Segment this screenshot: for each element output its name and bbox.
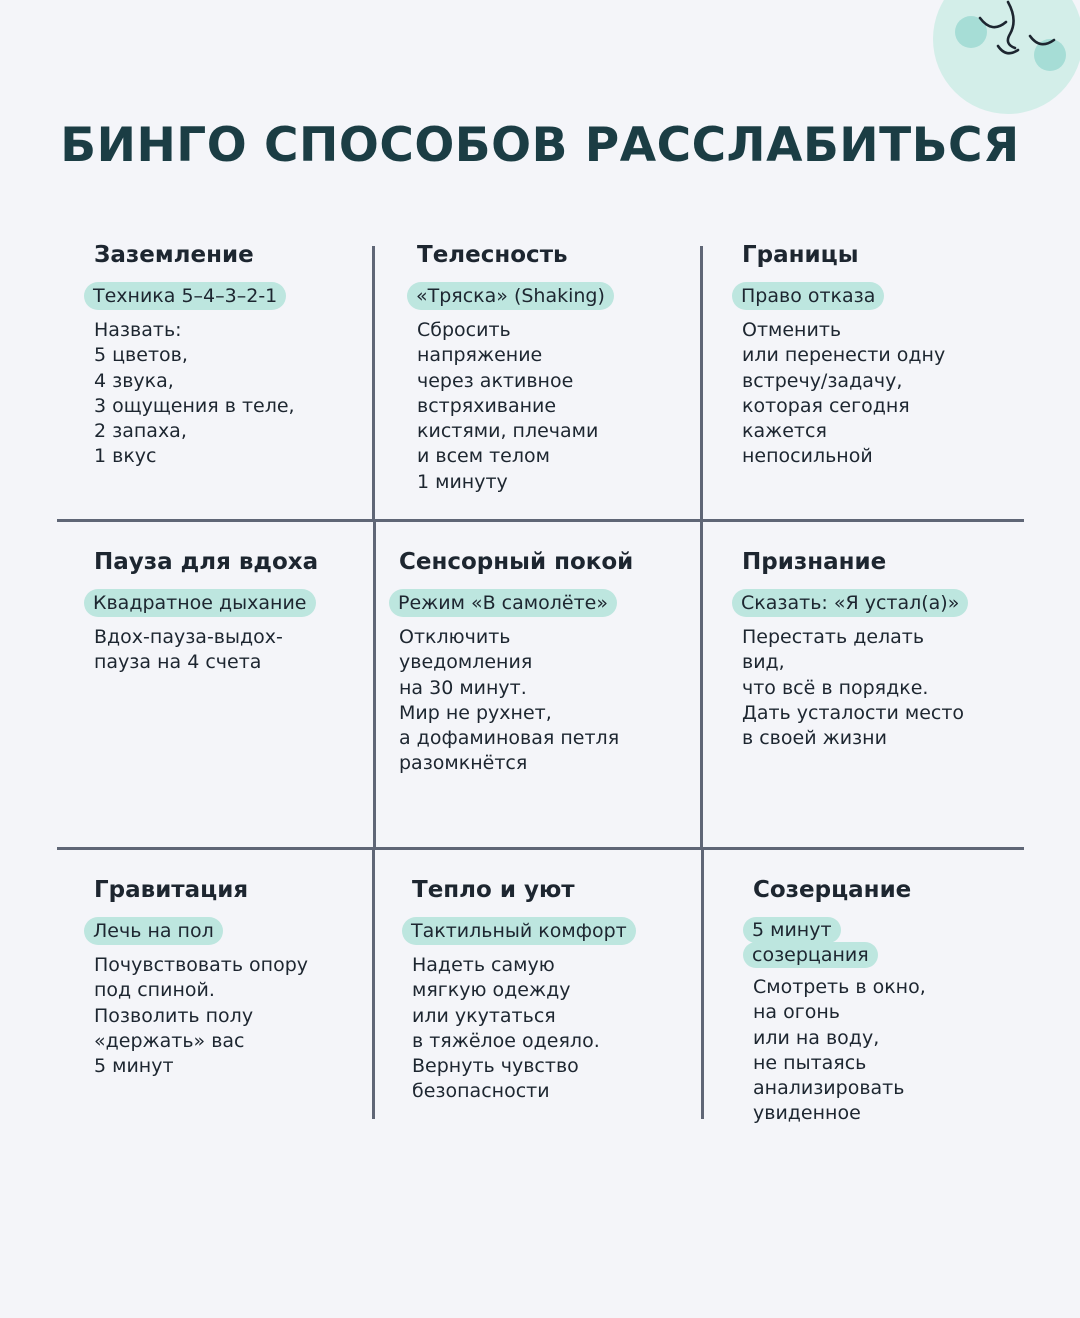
grid-divider-vertical	[700, 522, 703, 848]
cell-title: Границы	[742, 242, 859, 268]
cell-description: Почувствовать опору под спиной. Позволить полу «держать» вас 5 минут	[94, 954, 309, 1078]
grid-divider-vertical	[701, 849, 704, 1119]
bingo-cell-grounding	[94, 240, 295, 470]
cell-description: Смотреть в окно, на огонь или на воду, не пытаясь анализировать увиденное	[753, 976, 926, 1125]
cell-description: Перестать делать вид, что всё в порядке. Дать усталости место в своей жизни	[742, 626, 965, 750]
cell-title: Сенсорный покой	[399, 549, 634, 575]
bingo-cell-sensory-rest	[399, 547, 633, 777]
cell-description: Назвать: 5 цветов, 4 звука, 3 ощущения в теле, 2 запаха, 1 вкус	[94, 319, 295, 468]
bingo-cell-acknowledgement	[742, 547, 968, 751]
page-title: БИНГО СПОСОБОВ РАССЛАБИТЬСЯ	[60, 118, 1020, 173]
cell-title: Заземление	[94, 242, 254, 268]
technique-tag: «Тряска» (Shaking)	[407, 282, 614, 310]
grid-divider-vertical	[372, 849, 375, 1119]
grid-divider-vertical	[372, 246, 375, 521]
cell-title: Тепло и уют	[412, 877, 575, 903]
cell-title: Телесность	[417, 242, 568, 268]
grid-divider-vertical	[373, 522, 376, 848]
technique-tag: Техника 5–4–3–2-1	[84, 282, 286, 310]
bingo-cell-contemplation	[753, 875, 926, 1127]
technique-tag: Квадратное дыхание	[84, 589, 316, 617]
cell-description: Вдох-пауза-выдох- пауза на 4 счета	[94, 626, 283, 674]
cell-description: Сбросить напряжение через активное встряхивание кистями, плечами и всем телом 1 минуту	[417, 319, 599, 493]
bingo-cell-boundaries	[742, 240, 945, 470]
cell-description: Отменить или перенести одну встречу/задачу, которая сегодня кажется непосильной	[742, 319, 946, 468]
technique-tag: Режим «В самолёте»	[389, 589, 617, 617]
technique-tag-line: созерцания	[743, 942, 878, 968]
technique-tag: Лечь на пол	[84, 917, 223, 945]
technique-tag: Тактильный комфорт	[402, 917, 636, 945]
cell-title: Созерцание	[753, 877, 912, 903]
technique-tag-line: 5 минут	[743, 917, 841, 943]
cell-title: Гравитация	[94, 877, 249, 903]
bingo-cell-gravity	[94, 875, 308, 1079]
sleepy-face-icon	[940, 0, 1080, 90]
cell-title: Пауза для вдоха	[94, 549, 319, 575]
grid-divider-horizontal	[57, 847, 1024, 850]
technique-tag: Право отказа	[732, 282, 884, 310]
cell-title: Признание	[742, 549, 887, 575]
grid-divider-vertical	[700, 246, 703, 521]
technique-tag: Сказать: «Я устал(а)»	[732, 589, 968, 617]
technique-tag	[743, 917, 926, 968]
grid-divider-horizontal	[57, 519, 1024, 522]
bingo-cell-breath-pause	[94, 547, 318, 676]
cell-description: Отключить уведомления на 30 минут. Мир не рухнет, а дофаминовая петля разомкнётся	[399, 626, 620, 775]
cell-description: Надеть самую мягкую одежду или укутаться в тяжёлое одеяло. Вернуть чувство безопасности	[412, 954, 600, 1103]
bingo-cell-warmth	[412, 875, 636, 1105]
bingo-cell-body	[417, 240, 614, 495]
